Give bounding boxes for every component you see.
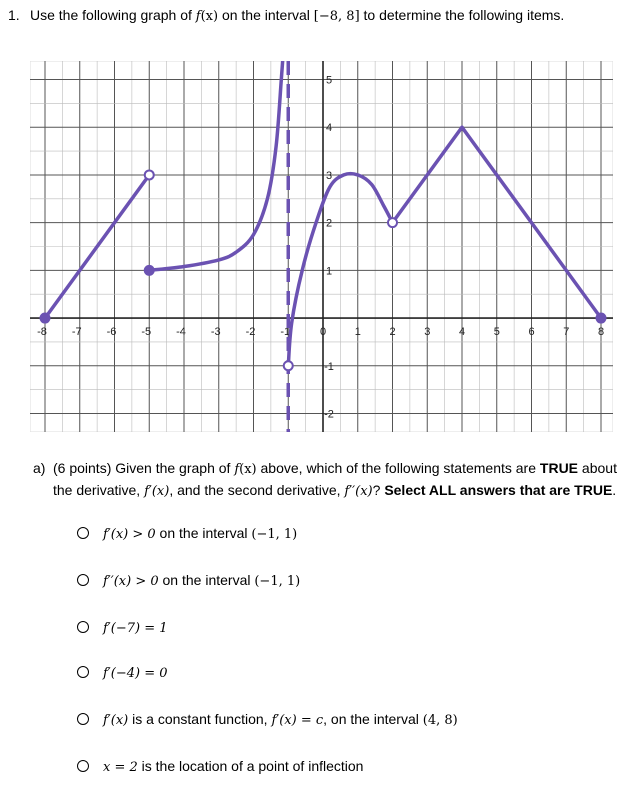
- option-2[interactable]: [77, 572, 300, 589]
- option-math: x = 2: [103, 760, 138, 775]
- y-tick-label: 5: [325, 74, 333, 87]
- option-radio-icon[interactable]: [77, 713, 89, 725]
- open-point: [388, 218, 397, 227]
- option-math2: f′(x) = c: [271, 713, 324, 728]
- question-interval: [−8, 8]: [313, 9, 360, 24]
- x-tick-label: 3: [424, 326, 431, 339]
- part-a-label: a): [33, 460, 46, 476]
- option-radio-icon[interactable]: [77, 574, 89, 586]
- question-header: [8, 7, 564, 24]
- option-math: f′(−7) = 1: [103, 621, 168, 636]
- part-a-prompt: [53, 458, 628, 502]
- option-5[interactable]: [77, 711, 458, 728]
- closed-point: [144, 265, 154, 275]
- open-point: [284, 361, 293, 370]
- option-math: f′′(x) > 0: [103, 574, 159, 589]
- x-tick-label: -6: [106, 326, 117, 339]
- x-tick-label: -1: [280, 326, 291, 339]
- x-tick-label: -4: [176, 326, 186, 339]
- option-radio-icon[interactable]: [77, 666, 89, 678]
- prompt-text-1: (6 points) Given the graph of: [53, 460, 235, 476]
- prompt-text-5: ?: [372, 482, 385, 498]
- prompt-true: TRUE: [539, 460, 579, 476]
- option-math2: (−1, 1): [251, 527, 298, 542]
- option-radio-icon[interactable]: [77, 621, 89, 633]
- x-tick-label: 0: [319, 326, 327, 339]
- option-math: f′(x) > 0: [103, 527, 156, 542]
- option-math: f′(−4) = 0: [103, 666, 168, 681]
- y-tick-label: -2: [324, 408, 334, 421]
- option-1[interactable]: [77, 525, 297, 542]
- x-tick-label: -2: [245, 326, 256, 339]
- y-tick-label: 4: [325, 122, 333, 135]
- prompt-text-4: , and the second derivative,: [169, 482, 345, 498]
- x-tick-label: 1: [354, 326, 361, 339]
- y-tick-label: 3: [325, 169, 333, 182]
- option-text: on the interval: [155, 525, 252, 541]
- prompt-text-2: above, which of the following statements are: [256, 460, 540, 476]
- option-text2: , on the interval: [323, 711, 423, 727]
- y-tick-label: 1: [325, 265, 333, 278]
- x-tick-label: -8: [37, 326, 47, 339]
- x-tick-label: 8: [597, 326, 605, 339]
- option-math3: (4, 8): [422, 713, 458, 728]
- x-tick-label: 4: [458, 326, 466, 339]
- prompt-fpp: f′′(x): [344, 484, 373, 499]
- option-3[interactable]: [77, 619, 168, 636]
- prompt-select-all: Select ALL answers that are TRUE: [384, 482, 613, 498]
- question-prefix: Use the following graph of: [30, 7, 196, 23]
- closed-point: [40, 313, 50, 323]
- x-tick-label: -5: [141, 326, 152, 339]
- y-tick-label: -1: [324, 360, 334, 373]
- x-tick-label: 6: [528, 326, 535, 339]
- option-radio-icon[interactable]: [77, 527, 89, 539]
- prompt-text-3: about the derivative,: [53, 460, 617, 498]
- option-math: f′(x): [103, 713, 129, 728]
- prompt-fp: f′(x): [144, 484, 170, 499]
- y-tick-label: 2: [325, 217, 333, 230]
- part-a: [33, 458, 628, 502]
- question-suffix: to determine the following items.: [359, 7, 565, 23]
- option-radio-icon[interactable]: [77, 760, 89, 772]
- x-tick-label: 7: [563, 326, 570, 339]
- closed-point: [596, 313, 606, 323]
- prompt-f: f: [234, 462, 240, 477]
- x-tick-label: -3: [210, 326, 221, 339]
- option-6[interactable]: [77, 758, 363, 775]
- option-math2: (−1, 1): [254, 574, 301, 589]
- function-graph: [30, 61, 613, 432]
- question-number: 1.: [8, 7, 20, 23]
- x-tick-label: 5: [493, 326, 500, 339]
- x-tick-label: 2: [389, 326, 396, 339]
- option-text: on the interval: [158, 572, 255, 588]
- open-point: [145, 170, 154, 179]
- option-text: is a constant function,: [128, 711, 272, 727]
- prompt-text-6: .: [612, 482, 617, 498]
- x-tick-label: -7: [71, 326, 82, 339]
- option-4[interactable]: [77, 664, 168, 681]
- question-var: (x): [200, 9, 219, 24]
- question-mid: on the interval: [218, 7, 314, 23]
- question-fn: f: [195, 9, 201, 24]
- prompt-x: (x): [239, 462, 257, 477]
- option-text: is the location of a point of inflection: [137, 758, 364, 774]
